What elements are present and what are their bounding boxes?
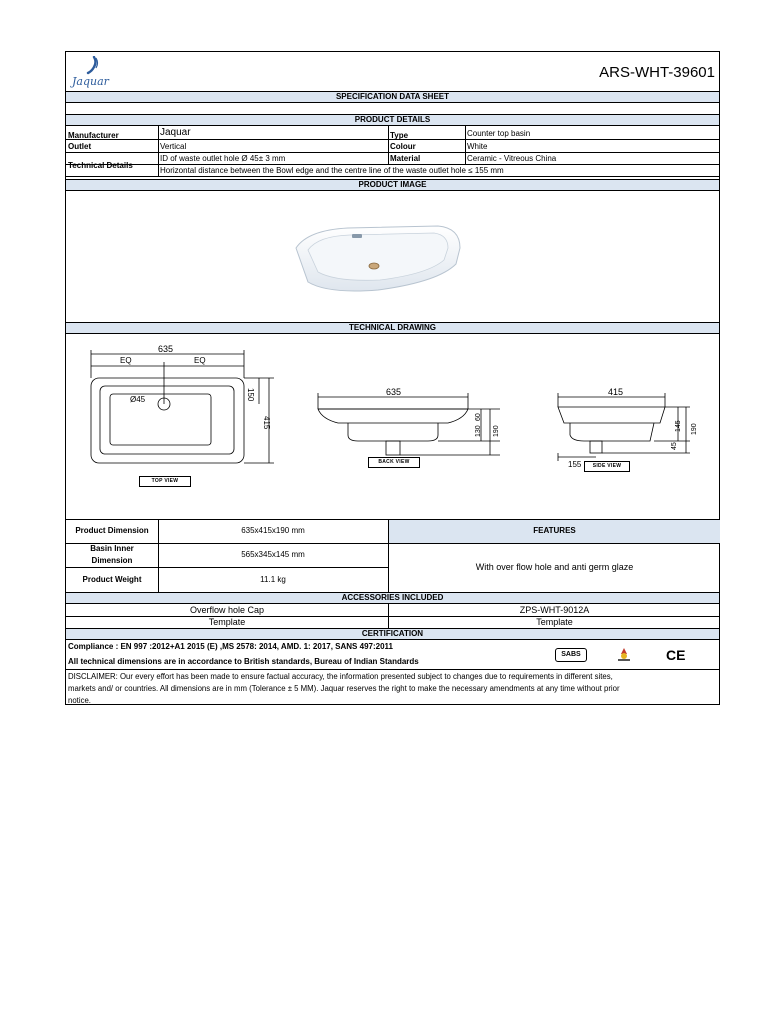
manufacturer-value: Jaquar [160, 127, 191, 138]
compliance-text: Compliance : EN 997 :2012+A1 2015 (E) ,MS 2578: 2014, AMD. 1: 2017, SANS 497:2011 [68, 642, 393, 651]
side-width-dim: 415 [608, 387, 624, 397]
top-view-tag: TOP VIEW [139, 476, 191, 487]
back-dim-60: 60 [475, 413, 482, 421]
side-dim-45: 45 [671, 442, 678, 450]
accessory-row-1-name: Overflow hole Cap [189, 605, 265, 615]
disclaimer-line-3: notice. [68, 696, 91, 705]
top-width-dim: 635 [158, 344, 174, 354]
standards-text: All technical dimensions are in accordance to British standards, Bureau of Indian Standards [68, 657, 419, 666]
technical-label: Technical Details [68, 161, 133, 170]
product-dimension-value: 635x415x190 mm [241, 526, 305, 535]
back-dim-190: 190 [493, 425, 500, 437]
sabs-logo [555, 648, 587, 662]
top-eq-left: EQ [120, 356, 132, 365]
spec-sheet-title: SPECIFICATION DATA SHEET [66, 91, 719, 103]
manufacturer-label: Manufacturer [68, 131, 119, 140]
disclaimer-line-2: markets and/ or countries. All dimensions are in mm (Tolerance ± 5 MM). Jaquar reserves the right to make the necessary amendments at any time without prior [68, 684, 620, 693]
ce-mark: CE [666, 647, 686, 663]
technical-value-2: Horizontal distance between the Bowl edge and the centre line of the waste outlet hole ≤ 155 mm [160, 166, 504, 175]
malaysia-cert-icon [614, 647, 634, 663]
basin-inner-label [66, 543, 158, 567]
outlet-label: Outlet [68, 142, 92, 151]
basin-inner-label-line1: Basin Inner [90, 544, 134, 553]
back-view-tag: BACK VIEW [368, 457, 420, 468]
type-label: Type [390, 131, 409, 140]
features-value: With over flow hole and anti germ glaze [475, 562, 634, 572]
top-dim-150: 150 [246, 388, 255, 402]
outlet-value: Vertical [160, 142, 187, 151]
side-view-tag: SIDE VIEW [584, 461, 630, 472]
spec-sheet [65, 51, 720, 705]
colour-value: White [467, 142, 488, 151]
basin-inner-value: 565x345x145 mm [241, 550, 305, 559]
certification-title: CERTIFICATION [66, 628, 719, 640]
accessory-row-2-name: Template [208, 617, 246, 627]
technical-drawing-title: TECHNICAL DRAWING [66, 322, 719, 334]
basin-product-image [288, 220, 468, 300]
accessories-title: ACCESSORIES INCLUDED [66, 592, 719, 604]
top-hole-dim: Ø45 [130, 395, 146, 404]
features-title: FEATURES [533, 526, 576, 535]
product-weight-label: Product Weight [82, 575, 142, 584]
top-dim-415: 415 [262, 416, 271, 430]
colour-label: Colour [390, 142, 416, 151]
side-dim-190: 190 [691, 423, 698, 435]
product-details-title: PRODUCT DETAILS [66, 114, 719, 126]
side-dim-145: 145 [675, 420, 682, 432]
basin-inner-label-line2: Dimension [91, 556, 133, 565]
technical-value-1: ID of waste outlet hole Ø 45± 3 mm [160, 154, 286, 163]
disclaimer-line-1: DISCLAIMER: Our every effort has been made to ensure factual accuracy, the information presented subject to changes due to requirements in different sites, [68, 672, 613, 681]
top-eq-right: EQ [194, 356, 206, 365]
jaquar-logo [70, 56, 120, 90]
back-width-dim: 635 [386, 387, 402, 397]
material-value: Ceramic - Vitreous China [467, 154, 557, 163]
material-label: Material [390, 154, 421, 163]
brand-name: Jaquar [72, 75, 109, 88]
product-image-title: PRODUCT IMAGE [66, 179, 719, 191]
sabs-logo-text: SABS [561, 651, 581, 658]
product-dimension-label: Product Dimension [75, 526, 149, 535]
accessory-row-1-code: ZPS-WHT-9012A [519, 605, 590, 615]
product-code: ARS-WHT-39601 [599, 64, 715, 81]
side-dim-155: 155 [568, 460, 582, 469]
accessory-row-2-code: Template [536, 617, 573, 627]
type-value: Counter top basin [467, 129, 531, 138]
top-view-drawing [84, 342, 284, 492]
jaquar-logo-icon [84, 56, 104, 76]
product-weight-value: 11.1 kg [260, 575, 286, 584]
back-dim-130: 130 [475, 425, 482, 437]
